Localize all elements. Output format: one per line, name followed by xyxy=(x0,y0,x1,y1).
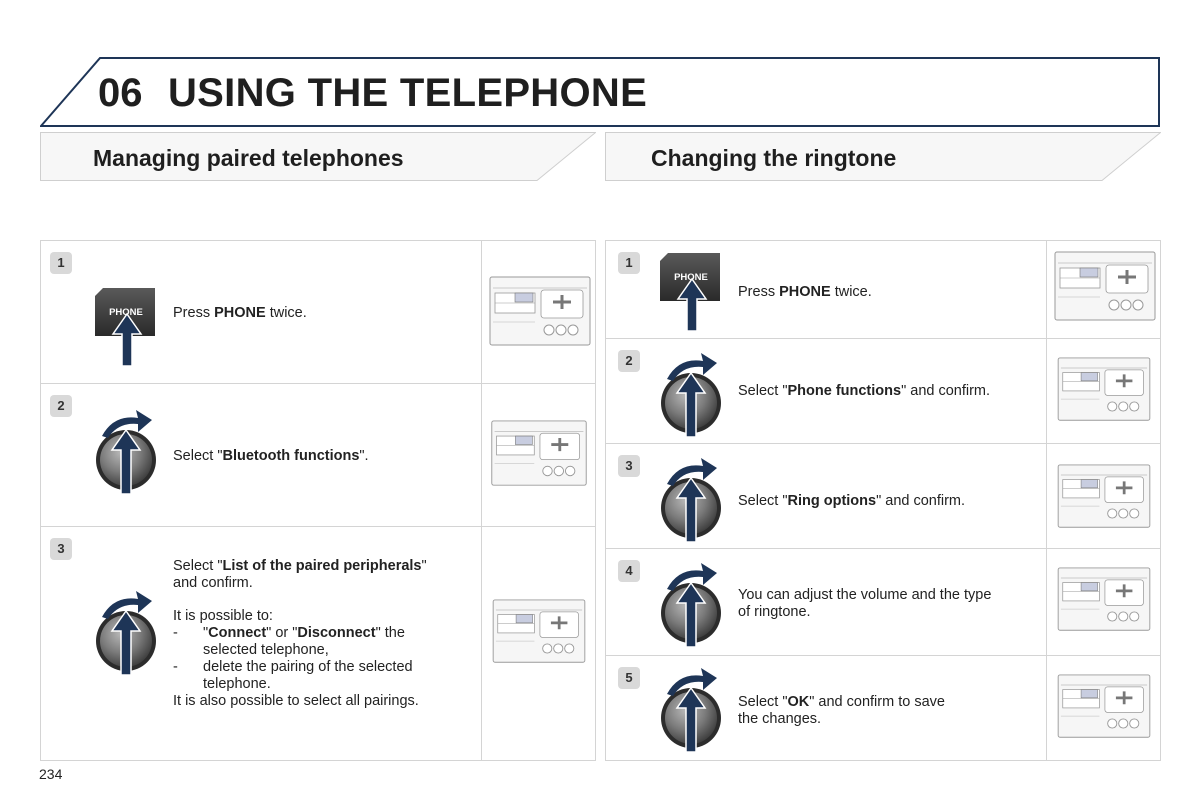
step-instruction: Select "List of the paired peripherals" and confirm. It is possible to: - "Connect" or "Disconnect" the selected telephone, - delete the pairing of the selected telephone. It is also possible to select all pairings. xyxy=(173,558,427,709)
phone-button-icon xyxy=(95,288,157,368)
step-row xyxy=(606,444,1160,549)
radio-panel-thumbnail xyxy=(485,599,593,665)
step-number-badge: 2 xyxy=(618,350,640,372)
step-row xyxy=(41,241,595,384)
phone-button-icon xyxy=(660,253,722,333)
rotary-knob-icon xyxy=(659,662,723,756)
step-row xyxy=(606,549,1160,656)
thumbnail-cell xyxy=(481,384,595,526)
radio-panel-thumbnail xyxy=(1054,251,1156,323)
page-number: 234 xyxy=(39,766,63,782)
thumbnail-cell xyxy=(481,241,595,383)
chapter-header xyxy=(40,57,1160,127)
thumbnail-cell xyxy=(1046,241,1160,338)
svg-text:PHONE: PHONE xyxy=(109,307,143,318)
radio-panel-thumbnail xyxy=(1050,674,1158,740)
step-row xyxy=(41,384,595,527)
step-number-badge: 3 xyxy=(618,455,640,477)
rotary-knob-icon xyxy=(659,347,723,441)
step-row xyxy=(606,241,1160,339)
step-number-badge: 2 xyxy=(50,395,72,417)
step-instruction: Select "OK" and confirm to save the changes. xyxy=(738,694,945,727)
thumbnail-cell xyxy=(481,527,595,760)
radio-panel-thumbnail xyxy=(1050,464,1158,530)
section-header-left xyxy=(40,132,596,181)
radio-panel-thumbnail xyxy=(489,276,591,348)
step-instruction: Select "Bluetooth functions". xyxy=(173,448,369,464)
step-row xyxy=(606,339,1160,444)
step-instruction: You can adjust the volume and the type of ringtone. xyxy=(738,587,992,620)
radio-panel-thumbnail xyxy=(1050,357,1158,423)
rotary-knob-icon xyxy=(659,452,723,546)
rotary-knob-icon xyxy=(94,585,158,679)
chapter-title: USING THE TELEPHONE xyxy=(168,71,648,115)
step-number-badge: 4 xyxy=(618,560,640,582)
section-title-right: Changing the ringtone xyxy=(651,145,897,171)
thumbnail-cell xyxy=(1046,656,1160,760)
step-row xyxy=(41,527,595,760)
svg-text:PHONE: PHONE xyxy=(674,272,708,283)
step-number-badge: 5 xyxy=(618,667,640,689)
step-number-badge: 1 xyxy=(618,252,640,274)
right-steps-panel xyxy=(605,240,1161,761)
step-instruction: Press PHONE twice. xyxy=(173,305,307,321)
step-instruction: Select "Ring options" and confirm. xyxy=(738,493,966,509)
radio-panel-thumbnail xyxy=(485,420,593,488)
rotary-knob-icon xyxy=(659,557,723,651)
step-number-badge: 3 xyxy=(50,538,72,560)
left-steps-panel xyxy=(40,240,596,761)
step-instruction: Press PHONE twice. xyxy=(738,284,872,300)
section-title-left: Managing paired telephones xyxy=(93,145,404,171)
step-number-badge: 1 xyxy=(50,252,72,274)
thumbnail-cell xyxy=(1046,339,1160,443)
section-header-right xyxy=(605,132,1161,181)
step-instruction: Select "Phone functions" and confirm. xyxy=(738,383,991,399)
rotary-knob-icon xyxy=(94,404,158,498)
chapter-number: 06 xyxy=(98,71,143,115)
radio-panel-thumbnail xyxy=(1050,567,1158,633)
thumbnail-cell xyxy=(1046,549,1160,655)
thumbnail-cell xyxy=(1046,444,1160,548)
step-row xyxy=(606,656,1160,760)
